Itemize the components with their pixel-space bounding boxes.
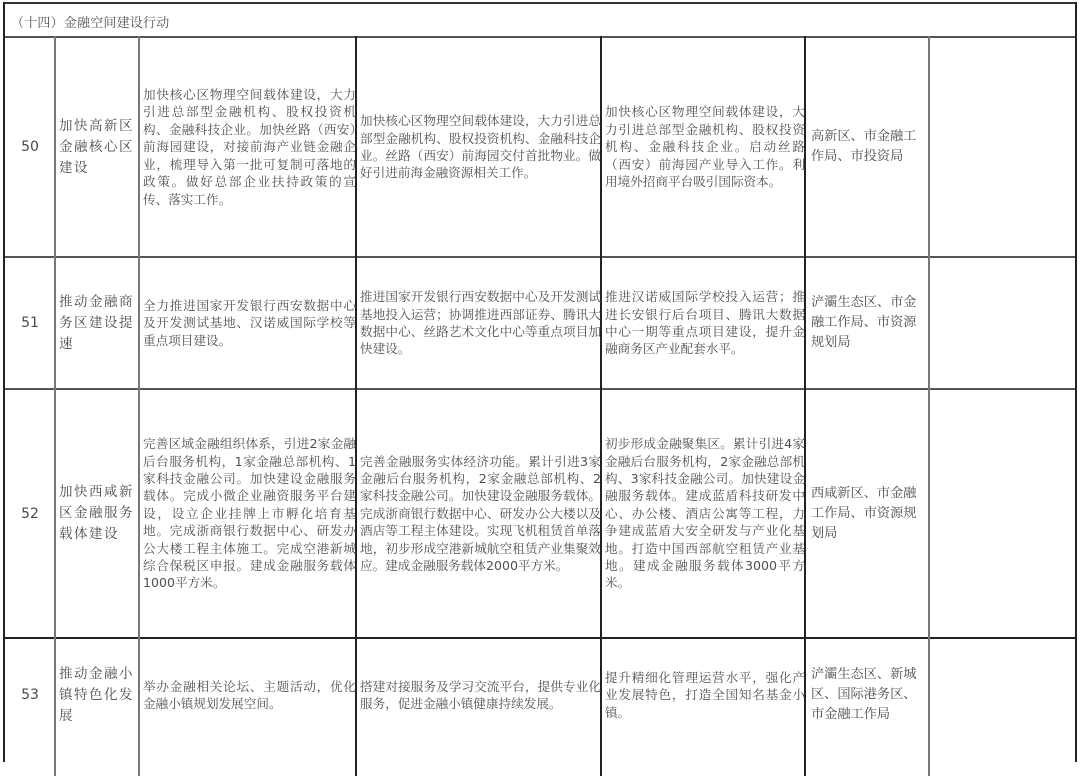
goal-2023: 推进汉诺威国际学校投入运营；推进长安银行后台项目、腾讯大数据中心一期等重点项目建设，提升金融商务区产业配套水平。 — [605, 289, 805, 357]
task-name: 推动金融小镇特色化发展 — [59, 665, 134, 724]
remarks — [931, 639, 1077, 751]
row-number: 50 — [21, 139, 39, 155]
task-name: 加快高新区金融核心区建设 — [59, 117, 134, 176]
goal-2023: 加快核心区物理空间载体建设，大力引进总部型金融机构、股权投资机构、金融科技企业。启动丝路（西安）前海园产业导入工作。利用境外招商平台吸引国际资本。 — [605, 104, 805, 190]
task-name: 推动金融商务区建设提速 — [59, 293, 134, 352]
table-border-top — [3, 2, 1077, 4]
remarks — [931, 390, 1077, 637]
goal-2023: 提升精细化管理运营水平，强化产业发展特色，打造全国知名基金小镇。 — [605, 669, 805, 720]
remarks — [931, 38, 1077, 256]
row-number: 51 — [21, 315, 39, 331]
action-plan-table — [3, 2, 1077, 762]
row-number: 53 — [21, 687, 39, 703]
goal-2023: 初步形成金融聚集区。累计引进4家金融后台服务机构，2家金融总部机构、3家科技金融公司。加快建设金融服务载体。建成蓝盾科技研发中心、办公楼、酒店公寓等工程，力争建成蓝盾大安全研发与产业化基地。打造中国西部航空租赁产业基地。建成金融服务载体3000平方米。 — [605, 436, 805, 591]
goal-2021: 举办金融相关论坛、主题活动，优化金融小镇规划发展空间。 — [143, 678, 356, 711]
goal-2022: 完善金融服务实体经济功能。累计引进3家金融后台服务机构，2家金融总部机构、2家科技金融公司。加快建设金融服务载体。完成浙商银行数据中心、研发办公大楼以及酒店等工程主体建设。实现飞机租赁首单落地，初步形成空港新城航空租赁产业集聚效应。建成金融服务载体2000平方米。 — [360, 453, 601, 574]
remarks — [931, 258, 1077, 388]
task-name: 加快西咸新区金融服务载体建设 — [59, 484, 134, 542]
goal-2022: 推进国家开发银行西安数据中心及开发测试基地投入运营；协调推进西部证券、腾讯大数据中心、丝路艺术文化中心等重点项目加快建设。 — [360, 289, 601, 357]
responsible-units: 高新区、市金融工作局、市投资局 — [811, 129, 917, 164]
responsible-units: 浐灞生态区、新城区、国际港务区、市金融工作局 — [811, 667, 917, 722]
goal-2022: 搭建对接服务及学习交流平台，提供专业化服务，促进金融小镇健康持续发展。 — [360, 678, 601, 711]
goal-2022: 加快核心区物理空间载体建设，大力引进总部型金融机构、股权投资机构、金融科技企业。丝路（西安）前海园交付首批物业。做好引进前海金融资源相关工作。 — [360, 113, 601, 181]
responsible-units: 西咸新区、市金融工作局、市资源规划局 — [811, 485, 917, 541]
goal-2021: 加快核心区物理空间载体建设，大力引进总部型金融机构、股权投资机构、金融科技企业。加快丝路（西安）前海园建设，对接前海产业链金融企业，梳理导入第一批可复制可落地的政策。做好总部企业扶持政策的宣传、落实工作。 — [143, 87, 356, 207]
row-number: 52 — [21, 505, 39, 522]
goal-2021: 全力推进国家开发银行西安数据中心及开发测试基地、汉诺威国际学校等重点项目建设。 — [143, 297, 356, 348]
goal-2021: 完善区域金融组织体系，引进2家金融后台服务机构，1家金融总部机构、1家科技金融公司。加快建设金融服务载体。完成小微企业融资服务平台建设，设立企业挂牌上市孵化培育基地。完成浙商银行数据中心、研发办公大楼工程主体施工。完成空港新城综合保税区申报。建成金融服务载体1000平方米。 — [143, 436, 356, 591]
responsible-units: 浐灞生态区、市金融工作局、市资源规划局 — [811, 295, 917, 350]
section-title: （十四）金融空间建设行动 — [11, 16, 170, 31]
